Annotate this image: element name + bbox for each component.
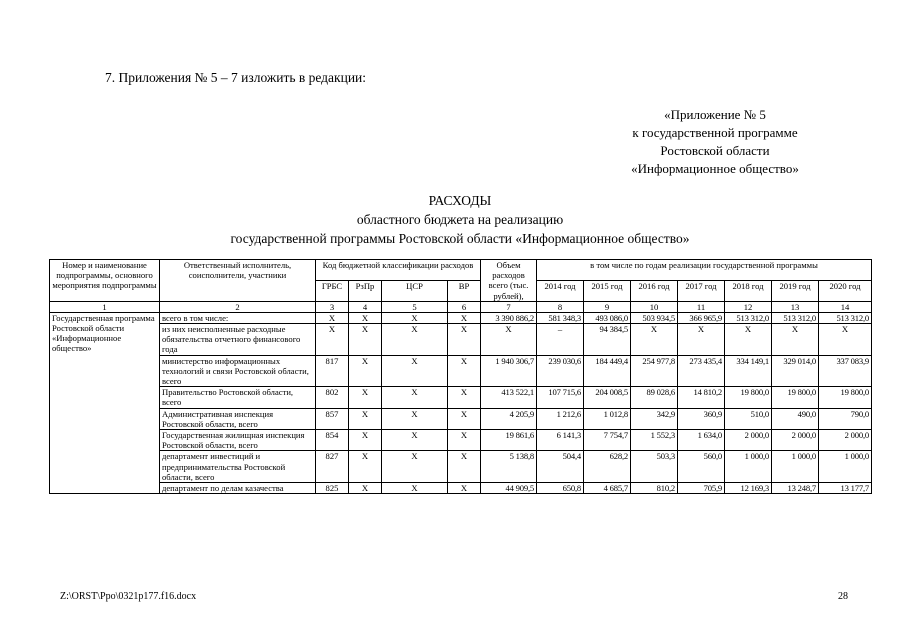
csr-cell: Х <box>382 408 448 429</box>
header-total-volume: Объем расходов всего (тыс. рублей), <box>481 260 537 302</box>
year-value-cell: 810,2 <box>631 483 678 494</box>
total-cell: 1 940 306,7 <box>481 355 537 387</box>
table-row <box>50 430 872 451</box>
rzpr-cell: Х <box>349 430 382 451</box>
header-year: 2015 год <box>584 280 631 301</box>
header-year: 2017 год <box>678 280 725 301</box>
rzpr-cell: Х <box>349 355 382 387</box>
year-value-cell: 513 312,0 <box>819 312 872 323</box>
year-value-cell: 1 212,6 <box>537 408 584 429</box>
table-row <box>50 387 872 408</box>
year-value-cell: 4 685,7 <box>584 483 631 494</box>
column-number: 4 <box>349 301 382 312</box>
year-value-cell: 510,0 <box>725 408 772 429</box>
csr-cell: Х <box>382 355 448 387</box>
year-value-cell: 503 934,5 <box>631 312 678 323</box>
vr-cell: Х <box>448 408 481 429</box>
grbs-cell: 825 <box>316 483 349 494</box>
year-value-cell: 107 715,6 <box>537 387 584 408</box>
year-value-cell: 19 800,0 <box>772 387 819 408</box>
grbs-cell: Х <box>316 312 349 323</box>
csr-cell: Х <box>382 430 448 451</box>
rzpr-cell: Х <box>349 483 382 494</box>
year-value-cell: 1 000,0 <box>772 451 819 483</box>
column-number: 9 <box>584 301 631 312</box>
year-value-cell: 2 000,0 <box>772 430 819 451</box>
annex-line: «Приложение № 5 <box>664 107 766 122</box>
header-grbs: ГРБС <box>316 280 349 301</box>
grbs-cell: Х <box>316 324 349 356</box>
year-value-cell: 337 083,9 <box>819 355 872 387</box>
table-row <box>50 355 872 387</box>
vr-cell: Х <box>448 451 481 483</box>
column-number: 8 <box>537 301 584 312</box>
year-value-cell: 6 141,3 <box>537 430 584 451</box>
year-value-cell: 2 000,0 <box>819 430 872 451</box>
expenses-table <box>49 259 872 494</box>
executor-cell: Государственная жилищная инспекция Ростовской области, всего <box>160 430 316 451</box>
document-title <box>0 191 905 248</box>
program-name-cell: Государственная программа Ростовской области «Информационное общество» <box>50 312 160 493</box>
total-cell: 413 522,1 <box>481 387 537 408</box>
column-number: 11 <box>678 301 725 312</box>
year-value-cell: 560,0 <box>678 451 725 483</box>
year-value-cell: 366 965,9 <box>678 312 725 323</box>
header-rzpr: РзПр <box>349 280 382 301</box>
grbs-cell: 817 <box>316 355 349 387</box>
year-value-cell: 19 800,0 <box>819 387 872 408</box>
header-csr: ЦСР <box>382 280 448 301</box>
annex-line: к государственной программе <box>632 125 798 140</box>
year-value-cell: 89 028,6 <box>631 387 678 408</box>
vr-cell: Х <box>448 324 481 356</box>
year-value-cell: 790,0 <box>819 408 872 429</box>
annex-line: Ростовской области <box>660 143 770 158</box>
annex-header <box>585 106 845 178</box>
vr-cell: Х <box>448 430 481 451</box>
year-value-cell: 513 312,0 <box>725 312 772 323</box>
year-value-cell: Х <box>678 324 725 356</box>
rzpr-cell: Х <box>349 387 382 408</box>
total-cell: 19 861,6 <box>481 430 537 451</box>
header-year: 2019 год <box>772 280 819 301</box>
year-value-cell: 14 810,2 <box>678 387 725 408</box>
year-value-cell: 239 030,6 <box>537 355 584 387</box>
header-year: 2014 год <box>537 280 584 301</box>
column-number: 6 <box>448 301 481 312</box>
annex-line: «Информационное общество» <box>631 161 799 176</box>
csr-cell: Х <box>382 324 448 356</box>
year-value-cell: 513 312,0 <box>772 312 819 323</box>
table-row <box>50 483 872 494</box>
title-line-1: РАСХОДЫ <box>428 193 492 208</box>
column-number: 5 <box>382 301 448 312</box>
table-body <box>50 312 872 493</box>
vr-cell: Х <box>448 355 481 387</box>
header-program: Номер и наименование подпрограммы, основного мероприятия подпрограммы <box>50 260 160 302</box>
year-value-cell: 13 248,7 <box>772 483 819 494</box>
executor-cell: департамент инвестиций и предпринимательства Ростовской области, всего <box>160 451 316 483</box>
total-cell: Х <box>481 324 537 356</box>
grbs-cell: 802 <box>316 387 349 408</box>
year-value-cell: 504,4 <box>537 451 584 483</box>
year-value-cell: 650,8 <box>537 483 584 494</box>
year-value-cell: 628,2 <box>584 451 631 483</box>
year-value-cell: – <box>537 324 584 356</box>
year-value-cell: 204 008,5 <box>584 387 631 408</box>
year-value-cell: 329 014,0 <box>772 355 819 387</box>
year-value-cell: Х <box>725 324 772 356</box>
year-value-cell: 1 552,3 <box>631 430 678 451</box>
header-year: 2018 год <box>725 280 772 301</box>
grbs-cell: 854 <box>316 430 349 451</box>
executor-cell: министерство информационных технологий и связи Ростовской области, всего <box>160 355 316 387</box>
year-value-cell: 503,3 <box>631 451 678 483</box>
table-row <box>50 451 872 483</box>
footer-file-path: Z:\ORST\Ppo\0321p177.f16.docx <box>60 591 197 602</box>
table-row <box>50 408 872 429</box>
year-value-cell: 254 977,8 <box>631 355 678 387</box>
header-executor: Ответственный исполнитель, соисполнители, участники <box>160 260 316 302</box>
csr-cell: Х <box>382 387 448 408</box>
total-cell: 5 138,8 <box>481 451 537 483</box>
column-number: 13 <box>772 301 819 312</box>
header-vr: ВР <box>448 280 481 301</box>
header-by-years: в том числе по годам реализации государственной программы <box>537 260 872 281</box>
year-value-cell: 493 086,0 <box>584 312 631 323</box>
year-value-cell: 19 800,0 <box>725 387 772 408</box>
year-value-cell: 334 149,1 <box>725 355 772 387</box>
header-year: 2016 год <box>631 280 678 301</box>
total-cell: 4 205,9 <box>481 408 537 429</box>
year-value-cell: Х <box>631 324 678 356</box>
rzpr-cell: Х <box>349 408 382 429</box>
column-number: 10 <box>631 301 678 312</box>
header-year: 2020 год <box>819 280 872 301</box>
intro-text: 7. Приложения № 5 – 7 изложить в редакции: <box>105 70 367 85</box>
executor-cell: Правительство Ростовской области, всего <box>160 387 316 408</box>
total-cell: 3 390 886,2 <box>481 312 537 323</box>
table-row <box>50 324 872 356</box>
executor-cell: Административная инспекция Ростовской области, всего <box>160 408 316 429</box>
title-line-2: областного бюджета на реализацию <box>356 212 564 227</box>
year-value-cell: 184 449,4 <box>584 355 631 387</box>
title-line-3: государственной программы Ростовской области «Информационное общество» <box>230 231 690 246</box>
executor-cell: из них неисполненные расходные обязательства отчетного финансового года <box>160 324 316 356</box>
column-number: 1 <box>50 301 160 312</box>
grbs-cell: 857 <box>316 408 349 429</box>
year-value-cell: 360,9 <box>678 408 725 429</box>
year-value-cell: Х <box>819 324 872 356</box>
csr-cell: Х <box>382 483 448 494</box>
year-value-cell: 2 000,0 <box>725 430 772 451</box>
year-value-cell: 1 634,0 <box>678 430 725 451</box>
column-number: 3 <box>316 301 349 312</box>
year-value-cell: 342,9 <box>631 408 678 429</box>
year-value-cell: 7 754,7 <box>584 430 631 451</box>
csr-cell: Х <box>382 312 448 323</box>
year-value-cell: Х <box>772 324 819 356</box>
column-number: 2 <box>160 301 316 312</box>
csr-cell: Х <box>382 451 448 483</box>
rzpr-cell: Х <box>349 324 382 356</box>
year-value-cell: 1 000,0 <box>819 451 872 483</box>
column-numbers-row <box>50 301 872 312</box>
page-number: 28 <box>838 591 848 602</box>
grbs-cell: 827 <box>316 451 349 483</box>
vr-cell: Х <box>448 483 481 494</box>
year-value-cell: 490,0 <box>772 408 819 429</box>
rzpr-cell: Х <box>349 451 382 483</box>
vr-cell: Х <box>448 312 481 323</box>
year-value-cell: 705,9 <box>678 483 725 494</box>
executor-cell: департамент по делам казачества <box>160 483 316 494</box>
year-value-cell: 12 169,3 <box>725 483 772 494</box>
executor-cell: всего в том числе: <box>160 312 316 323</box>
year-value-cell: 1 012,8 <box>584 408 631 429</box>
year-value-cell: 13 177,7 <box>819 483 872 494</box>
year-value-cell: 273 435,4 <box>678 355 725 387</box>
rzpr-cell: Х <box>349 312 382 323</box>
vr-cell: Х <box>448 387 481 408</box>
year-value-cell: 94 384,5 <box>584 324 631 356</box>
year-value-cell: 1 000,0 <box>725 451 772 483</box>
header-bk-code: Код бюджетной классификации расходов <box>316 260 481 281</box>
table-row <box>50 312 872 323</box>
column-number: 14 <box>819 301 872 312</box>
year-value-cell: 581 348,3 <box>537 312 584 323</box>
column-number: 7 <box>481 301 537 312</box>
total-cell: 44 909,5 <box>481 483 537 494</box>
column-number: 12 <box>725 301 772 312</box>
